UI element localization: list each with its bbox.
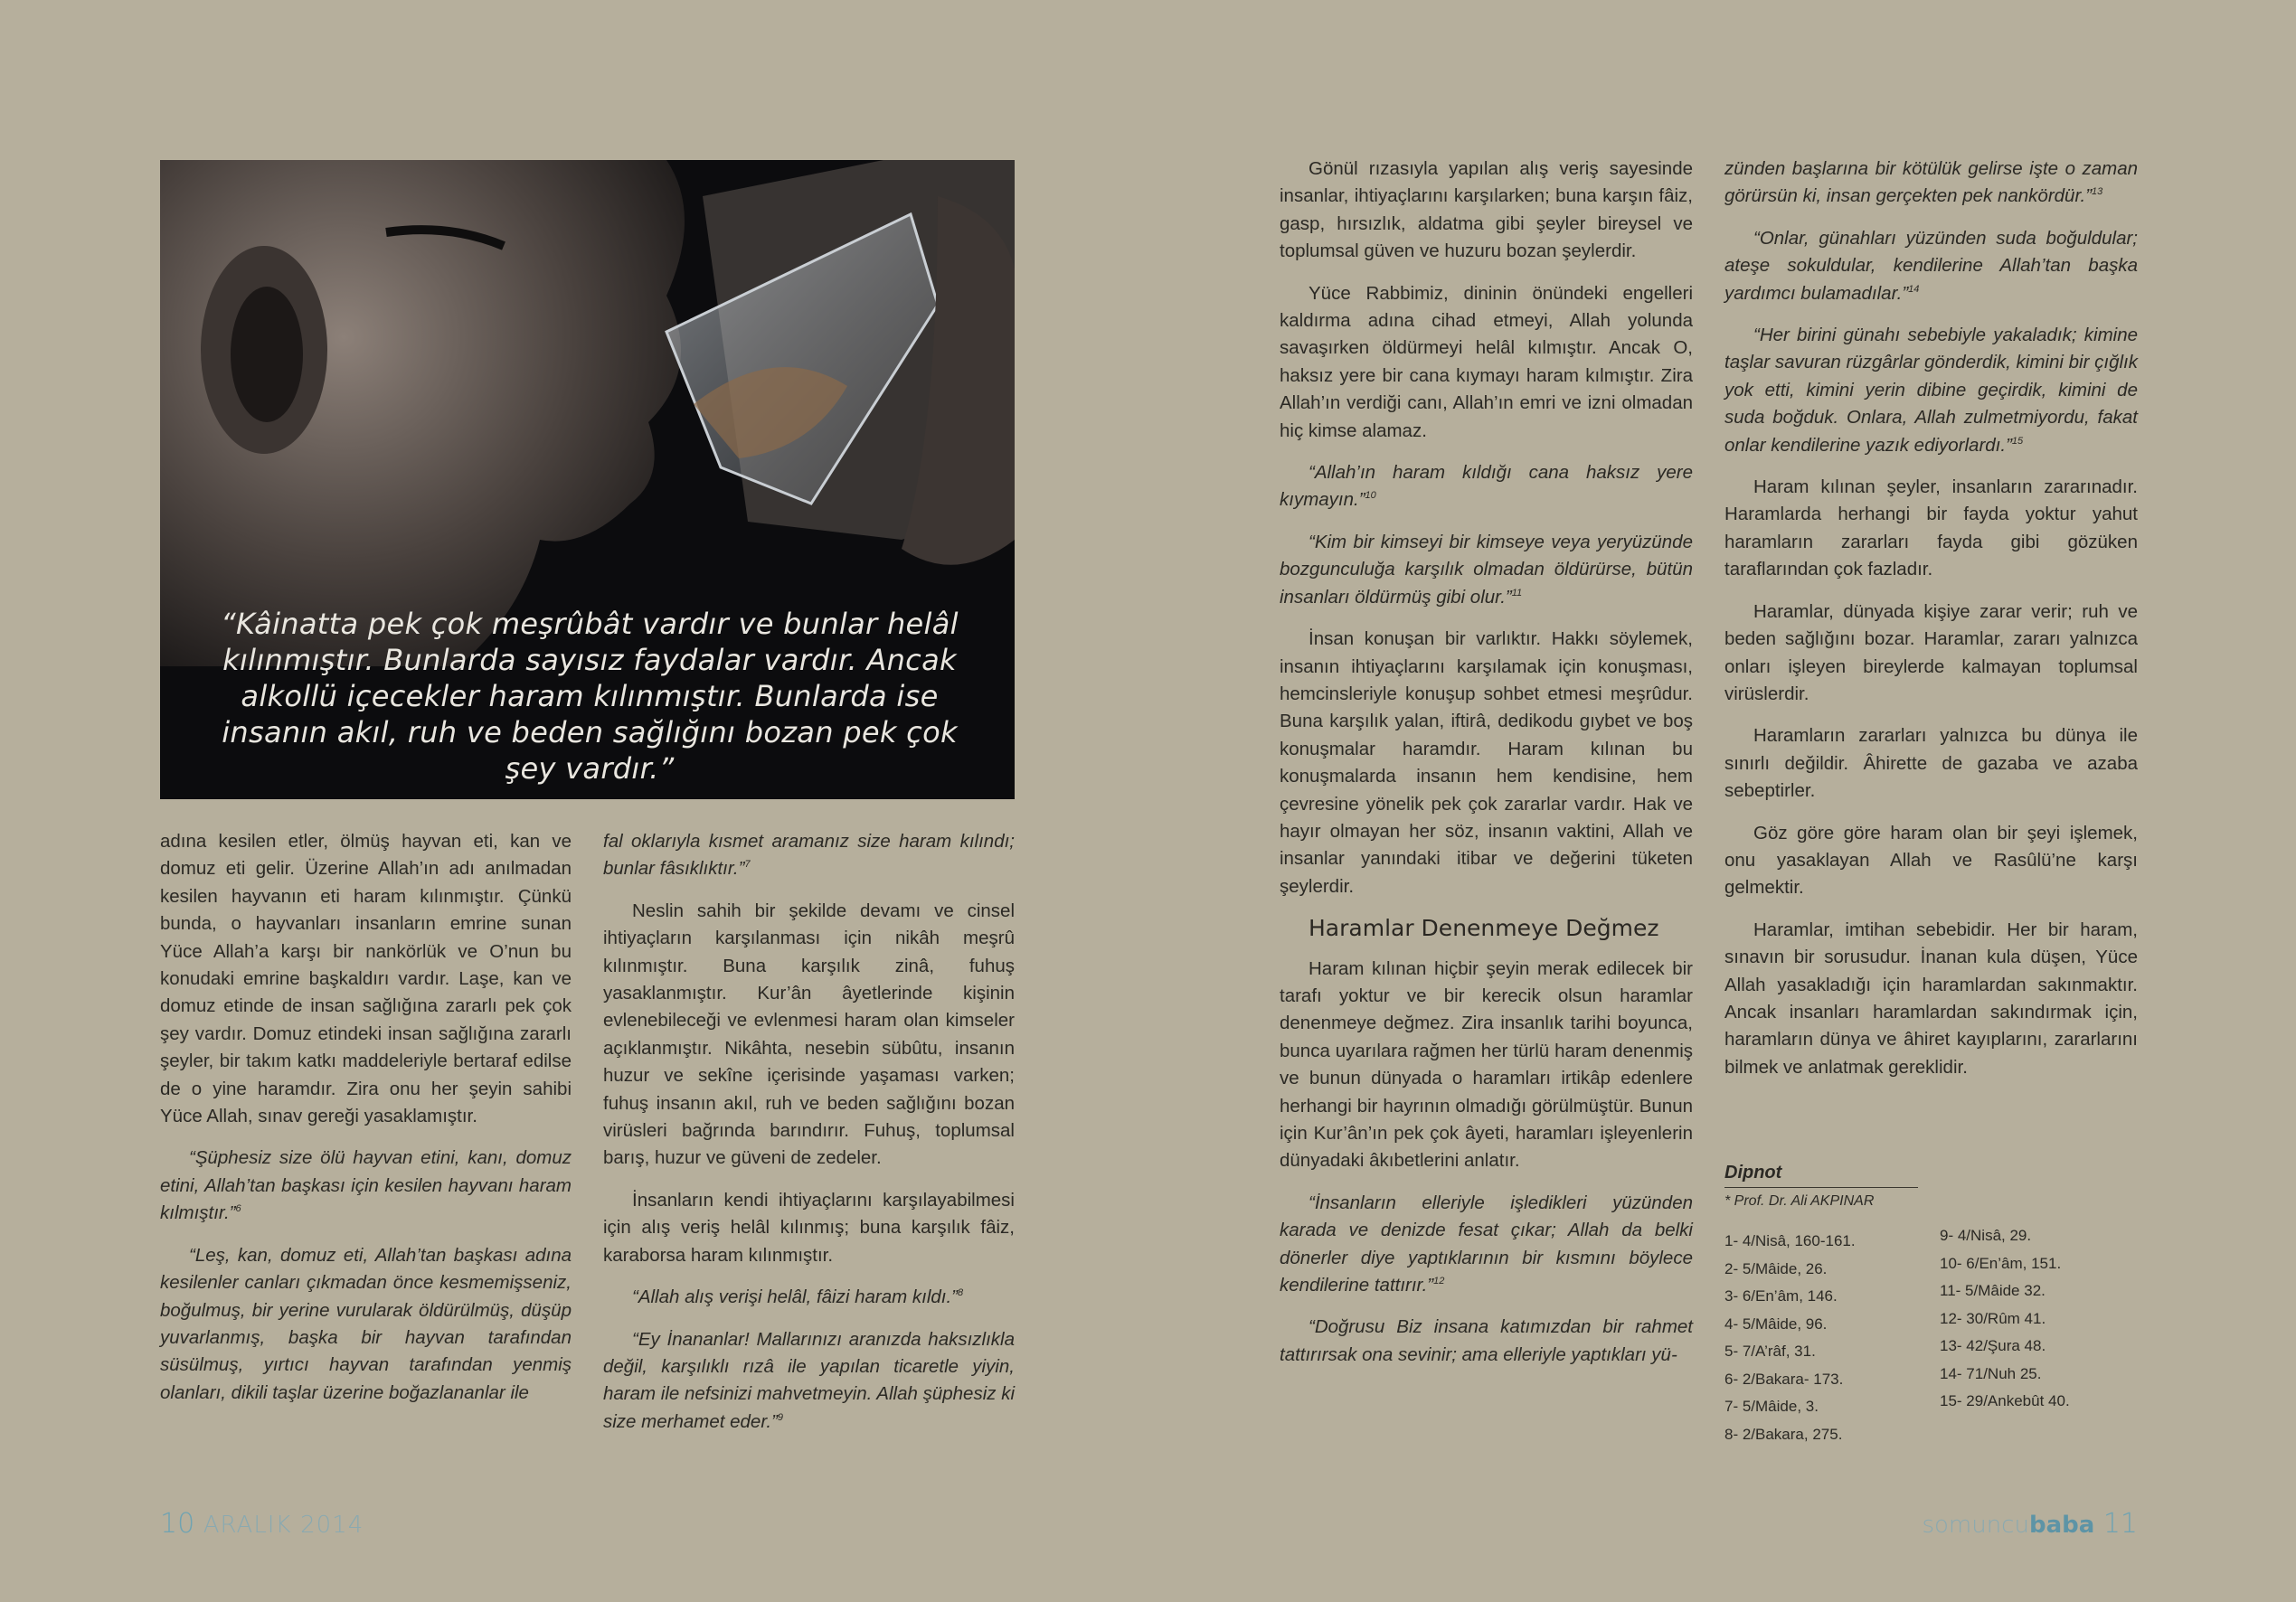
magazine-brand: somuncubaba (1922, 1512, 2095, 1539)
section-heading: Haramlar Denenmeye Değmez (1309, 915, 1659, 942)
footnote-list-left (1724, 1228, 1932, 1448)
footnote-ref: 15 (2011, 435, 2024, 447)
paragraph: Haramların zararları yalnızca bu dünya ile sınırlı değildir. Âhirette de gazaba ve azaba sebeptirler. (1724, 725, 2138, 802)
footnote-item: 6- 2/Bakara- 173. (1724, 1370, 1844, 1388)
footnote-item: 5- 7/A’râf, 31. (1724, 1343, 1816, 1360)
footnote-item: 9- 4/Nisâ, 29. (1940, 1227, 2032, 1244)
issue-year: 2014 (300, 1512, 364, 1539)
footnote-ref: 9 (777, 1411, 784, 1423)
footnote-item: 15- 29/Ankebût 40. (1940, 1392, 2070, 1409)
text-column-2 (603, 828, 1015, 1450)
quote-paragraph: “Leş, kan, domuz eti, Allah’tan başkası adına kesilenler canları çıkmadan önce kesmemişseniz, boğulmuş, bir yerine vurularak öldürülmüş, düşüp yuvarlanmış, başka bir hayvan tarafından süsülmuş, yırtıcı hayvan tarafından yenmiş olanları, dikili taşlar üzerine boğazlananlar ile (160, 1244, 572, 1403)
footnote-item: 11- 5/Mâide 32. (1940, 1282, 2046, 1299)
footnotes-title: Dipnot (1724, 1163, 1918, 1188)
quote-paragraph: “Ey İnananlar! Mallarınızı aranızda haksızlıkla değil, karşılıklı rızâ ile yapılan ticaretle yiyin, haram ile nefsinizi mahvetmeyin. Allah şüphesiz ki size merhamet eder.”$^9$ (603, 1328, 1015, 1432)
footnote-item: 8- 2/Bakara, 275. (1724, 1425, 1843, 1443)
paragraph: İnsan konuşan bir varlıktır. Hakkı söylemek, insanın ihtiyaçlarını karşılamak için konuşması, hemcinsleriyle konuşup sohbet etmesi meşrûdur. Buna karşılık yalan, iftirâ, dedikodu gıybet ve boş konuşmalar haramdır. Haram kılınan bu konuşmalarda insanın hem kendisine, hem çevresine yönelik pek çok zararlar vardır. Hak ve hayır olmayan her söz, insanın vaktini, Allah ve insanlar yanındaki itibar ve değerini tüketen şeylerdir. (1280, 628, 1693, 897)
quote-paragraph: “Her birini günahı sebebiyle yakaladık; kimine taşlar savuran rüzgârlar gönderdik, kimini bir çığlık yok etti, kimini yerin dibine geçirdik, kimini de suda boğduk. Onlara, Allah zulmetmiyordu, fakat onlar kendilerine yazık ediyorlardı.”$^{15}$ (1724, 325, 2138, 456)
footnote-item: 13- 42/Şura 48. (1940, 1337, 2046, 1354)
footnote-item: 14- 71/Nuh 25. (1940, 1364, 2042, 1382)
footnote-ref: 8 (958, 1287, 964, 1299)
footnote-item: 10- 6/En’âm, 151. (1940, 1254, 2062, 1272)
quote-paragraph: “Allah alış verişi helâl, fâizi haram kıldı.”$^8$ (632, 1286, 964, 1308)
footnotes (1724, 1163, 2140, 1443)
quote-paragraph: zünden başlarına bir kötülük gelirse işte o zaman görürsün ki, insan gerçekten pek nankördür.”$^{13}$ (1724, 158, 2138, 207)
text-column-4 (1724, 155, 2138, 1096)
footnote-ref: 10 (1365, 490, 1376, 502)
text-column-1 (160, 828, 572, 1421)
paragraph: Yüce Rabbimiz, dininin önündeki engelleri kaldırma adına cihad etmeyi, Allah yolunda savaşırken öldürmeyi helâl kılmıştır. Ancak O, haksız yere bir cana kıymayı haram kılmıştır. Zira Allah’ın verdiği canı, Allah’ın emri ve izni olmadan hiç kimse alamaz. (1280, 282, 1693, 441)
footnote-item: 12- 30/Rûm 41. (1940, 1309, 2046, 1327)
paragraph: adına kesilen etler, ölmüş hayvan eti, kan ve domuz eti gelir. Üzerine Allah’ın adı anılmadan kesilen hayvanın eti haram kılınmıştır. Çünkü bunda, o hayvanları insanların emrine sunan Yüce Allah’a karşı bir nankörlük ve O’nun bu konudaki emrine başkaldırı vardır. Laşe, kan ve domuz etinde de insan sağlığına zararlı pek çok şey vardır. Domuz etindeki insan sağlığına zararlı şeyler, bir takım katkı maddeleriyle bertaraf edilse de o yine haramdır. Zira onu her şeyin sahibi Yüce Allah, sınav gereği yasaklamıştır. (160, 831, 572, 1127)
paragraph: Gönül rızasıyla yapılan alış veriş sayesinde insanlar, ihtiyaçlarını karşılarken; buna karşın fâiz, gasp, hırsızlık, aldatma gibi şeyler bireysel ve toplumsal güven ve huzuru bozan şeylerdir. (1280, 158, 1693, 262)
footnote-ref: 11 (1511, 587, 1523, 598)
footnote-ref: 13 (2092, 186, 2103, 198)
footnote-ref: 12 (1433, 1276, 1445, 1287)
folio-left (160, 1508, 364, 1540)
footnote-ref: 6 (235, 1203, 241, 1215)
quote-paragraph: “Kim bir kimseyi bir kimseye veya yeryüzünde bozgunculuğa karşılık olmadan öldürürse, bütün insanları öldürmüş gibi olur.”$^{11}$ (1280, 531, 1693, 608)
footnote-ref: 7 (744, 859, 751, 871)
author-note: * Prof. Dr. Ali AKPINAR (1724, 1193, 1875, 1209)
quote-paragraph: “İnsanların elleriyle işledikleri yüzünden karada ve denizde fesat çıkar; Allah da belki dönerler diye yaptıklarının bir kısmını böylece kendilerine tattırır.”$^{12}$ (1280, 1192, 1693, 1296)
footnote-list-right (1940, 1222, 2139, 1416)
paragraph: Haram kılınan şeyler, insanların zararınadır. Haramlarda herhangi bir fayda yoktur yahut haramların zararları fayda gibi gözüken taraflarından çok fazladır. (1724, 476, 2138, 580)
paragraph: Haramlar, imtihan sebebidir. Her bir haram, sınavın bir sorusudur. İnanan kula düşen, Yüce Allah yasakladığı için haramlardan sakınmaktır. Ancak insanları haramlardan sakındırmak için, haramların dünya ve âhiret kayıplarını, zararlarını bilmek ve anlatmak gereklidir. (1724, 919, 2138, 1078)
footnote-item: 3- 6/En’âm, 146. (1724, 1287, 1838, 1305)
quote-paragraph: “Şüphesiz size ölü hayvan etini, kanı, domuz etini, Allah’tan başkası için kesilen hayvanı haram kılmıştır.”$^6$ (160, 1147, 572, 1224)
issue-month: ARALIK (203, 1512, 292, 1539)
footnote-item: 2- 5/Mâide, 26. (1724, 1259, 1828, 1277)
quote-paragraph: “Doğrusu Biz insana katımızdan bir rahmet tattırırsak ona sevinir; ama elleriyle yaptıkları yü- (1280, 1316, 1693, 1365)
footnote-item: 7- 5/Mâide, 3. (1724, 1398, 1819, 1415)
paragraph: Haramlar, dünyada kişiye zarar verir; ruh ve beden sağlığını bozar. Haramlar, zararı yalnızca onları işleyen bireylerde kalmayan toplumsal virüslerdir. (1724, 600, 2138, 704)
pull-quote: “Kâinatta pek çok meşrûbât vardır ve bunlar helâl kılınmıştır. Bunlarda sayısız faydalar vardır. Ancak alkollü içecekler haram kılınmıştır. Bunlarda ise insanın akıl, ruh ve beden sağlığını bozan pek çok şey vardır.” (221, 607, 959, 786)
text-column-3 (1280, 155, 1693, 1383)
folio-right (1922, 1508, 2138, 1540)
quote-paragraph: fal oklarıyla kısmet aramanız size haram kılındı; bunlar fâsıklıktır.”$^7$ (603, 831, 1015, 880)
page-number: 10 (160, 1508, 195, 1540)
paragraph: Göz göre göre haram olan bir şeyi işlemek, onu yasaklayan Allah ve Rasûlü’ne karşı gelmektir. (1724, 822, 2138, 899)
footnote-ref: 14 (1908, 283, 1920, 295)
man-drinking-photo (160, 160, 1015, 799)
footnote-item: 4- 5/Mâide, 96. (1724, 1315, 1828, 1333)
paragraph: Haram kılınan hiçbir şeyin merak edilecek bir tarafı yoktur ve bir kerecik olsun haramlar denenmeye değmez. Zira insanlık tarihi boyunca, bunca uyarılara rağmen her türlü haram denenmiş ve bunun dünyada o haramları irtikâp edenlere herhangi bir hayrının olmadığı görülmüştür. Bunun için Kur’ân’ın pek çok âyeti, haramları işleyenlerin dünyadaki âkıbetlerini anlatır. (1280, 957, 1693, 1172)
paragraph: Neslin sahih bir şekilde devamı ve cinsel ihtiyaçların karşılanması için nikâh meşrû kılınmıştır. Buna karşılık zinâ, fuhuş yasaklanmıştır. Kur’ân âyetlerinde kişinin evlenebileceği ve evlenmesi haram olan kimseler açıklanmıştır. Nikâhta, nesebin sübûtu, insanın huzur ve sekîne içerisinde yaşaması varken; fuhuş insanın akıl, ruh ve beden sağlığını bozan virüsleri bağrında barındırır. Fuhuş, toplumsal barış, huzur ve güveni de zedeler. (603, 900, 1015, 1169)
footnote-item: 1- 4/Nisâ, 160-161. (1724, 1232, 1856, 1249)
paragraph: İnsanların kendi ihtiyaçlarını karşılayabilmesi için alış veriş helâl kılınmış; buna karşılık fâiz, karaborsa haram kılınmıştır. (603, 1189, 1015, 1266)
quote-paragraph: “Onlar, günahları yüzünden suda boğuldular; ateşe sokuldular, kendilerine Allah’tan başka yardımcı bulamadılar.”$^{14}$ (1724, 227, 2138, 304)
page-number: 11 (2102, 1508, 2138, 1540)
quote-paragraph: “Allah’ın haram kıldığı cana haksız yere kıymayın.”$^{10}$ (1280, 462, 1693, 511)
